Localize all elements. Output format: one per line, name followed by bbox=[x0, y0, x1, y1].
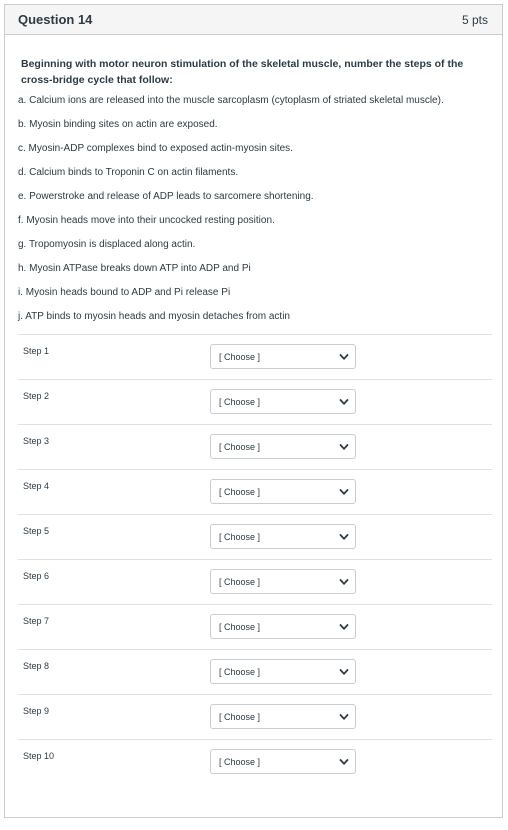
option-item: c. Myosin-ADP complexes bind to exposed actin-myosin sites. bbox=[18, 143, 293, 154]
question-prompt: Beginning with motor neuron stimulation of the skeletal muscle, number the steps of the cross-bridge cycle that follow: bbox=[21, 58, 464, 86]
select-value: [ Choose ] bbox=[219, 486, 261, 497]
step-1-select[interactable] bbox=[210, 344, 356, 369]
step-label: Step 3 bbox=[23, 436, 50, 446]
step-row bbox=[18, 425, 492, 470]
chevron-down-icon bbox=[339, 397, 349, 407]
chevron-down-icon bbox=[339, 352, 349, 362]
select-value: [ Choose ] bbox=[219, 666, 261, 677]
chevron-down-icon bbox=[339, 667, 349, 677]
step-row bbox=[18, 695, 492, 740]
step-label: Step 6 bbox=[23, 571, 50, 581]
option-item: a. Calcium ions are released into the muscle sarcoplasm (cytoplasm of striated skeletal muscle). bbox=[18, 95, 444, 106]
select-value: [ Choose ] bbox=[219, 396, 261, 407]
step-4-select[interactable] bbox=[210, 479, 356, 504]
step-7-select[interactable] bbox=[210, 614, 356, 639]
step-3-select[interactable] bbox=[210, 434, 356, 459]
step-label: Step 9 bbox=[23, 706, 50, 716]
question-header bbox=[5, 5, 502, 35]
chevron-down-icon bbox=[339, 622, 349, 632]
select-value: [ Choose ] bbox=[219, 441, 261, 452]
step-row bbox=[18, 470, 492, 515]
option-item: d. Calcium binds to Troponin C on actin filaments. bbox=[18, 167, 239, 178]
select-value: [ Choose ] bbox=[219, 711, 261, 722]
option-item: g. Tropomyosin is displaced along actin. bbox=[18, 239, 196, 250]
step-label: Step 4 bbox=[23, 481, 50, 491]
chevron-down-icon bbox=[339, 487, 349, 497]
question-points: 5 pts bbox=[461, 12, 488, 27]
step-10-select[interactable] bbox=[210, 749, 356, 774]
option-item: b. Myosin binding sites on actin are exposed. bbox=[18, 119, 218, 130]
select-value: [ Choose ] bbox=[219, 576, 261, 587]
chevron-down-icon bbox=[339, 577, 349, 587]
step-label: Step 8 bbox=[23, 661, 50, 671]
step-label: Step 2 bbox=[23, 391, 50, 401]
chevron-down-icon bbox=[339, 712, 349, 722]
select-value: [ Choose ] bbox=[219, 621, 261, 632]
step-label: Step 5 bbox=[23, 526, 50, 536]
step-row bbox=[18, 335, 492, 380]
chevron-down-icon bbox=[339, 442, 349, 452]
select-value: [ Choose ] bbox=[219, 351, 261, 362]
step-row bbox=[18, 650, 492, 695]
chevron-down-icon bbox=[339, 757, 349, 767]
option-item: i. Myosin heads bound to ADP and Pi release Pi bbox=[18, 287, 231, 298]
question-body bbox=[5, 35, 502, 785]
step-5-select[interactable] bbox=[210, 524, 356, 549]
step-6-select[interactable] bbox=[210, 569, 356, 594]
step-9-select[interactable] bbox=[210, 704, 356, 729]
step-row bbox=[18, 515, 492, 560]
select-value: [ Choose ] bbox=[219, 756, 261, 767]
question-card bbox=[4, 4, 503, 818]
step-label: Step 1 bbox=[23, 346, 50, 356]
option-item: j. ATP binds to myosin heads and myosin detaches from actin bbox=[18, 311, 290, 322]
step-row bbox=[18, 740, 492, 785]
step-row bbox=[18, 605, 492, 650]
step-2-select[interactable] bbox=[210, 389, 356, 414]
step-row bbox=[18, 380, 492, 425]
step-row bbox=[18, 560, 492, 605]
select-value: [ Choose ] bbox=[219, 531, 261, 542]
option-item: e. Powerstroke and release of ADP leads to sarcomere shortening. bbox=[18, 191, 314, 202]
step-matching-list bbox=[18, 334, 492, 785]
chevron-down-icon bbox=[339, 532, 349, 542]
step-8-select[interactable] bbox=[210, 659, 356, 684]
question-title: Question 14 bbox=[18, 12, 93, 27]
option-list bbox=[18, 94, 489, 323]
step-label: Step 7 bbox=[23, 616, 50, 626]
option-item: h. Myosin ATPase breaks down ATP into ADP and Pi bbox=[18, 263, 251, 274]
option-item: f. Myosin heads move into their uncocked resting position. bbox=[18, 215, 275, 226]
step-label: Step 10 bbox=[23, 751, 55, 761]
